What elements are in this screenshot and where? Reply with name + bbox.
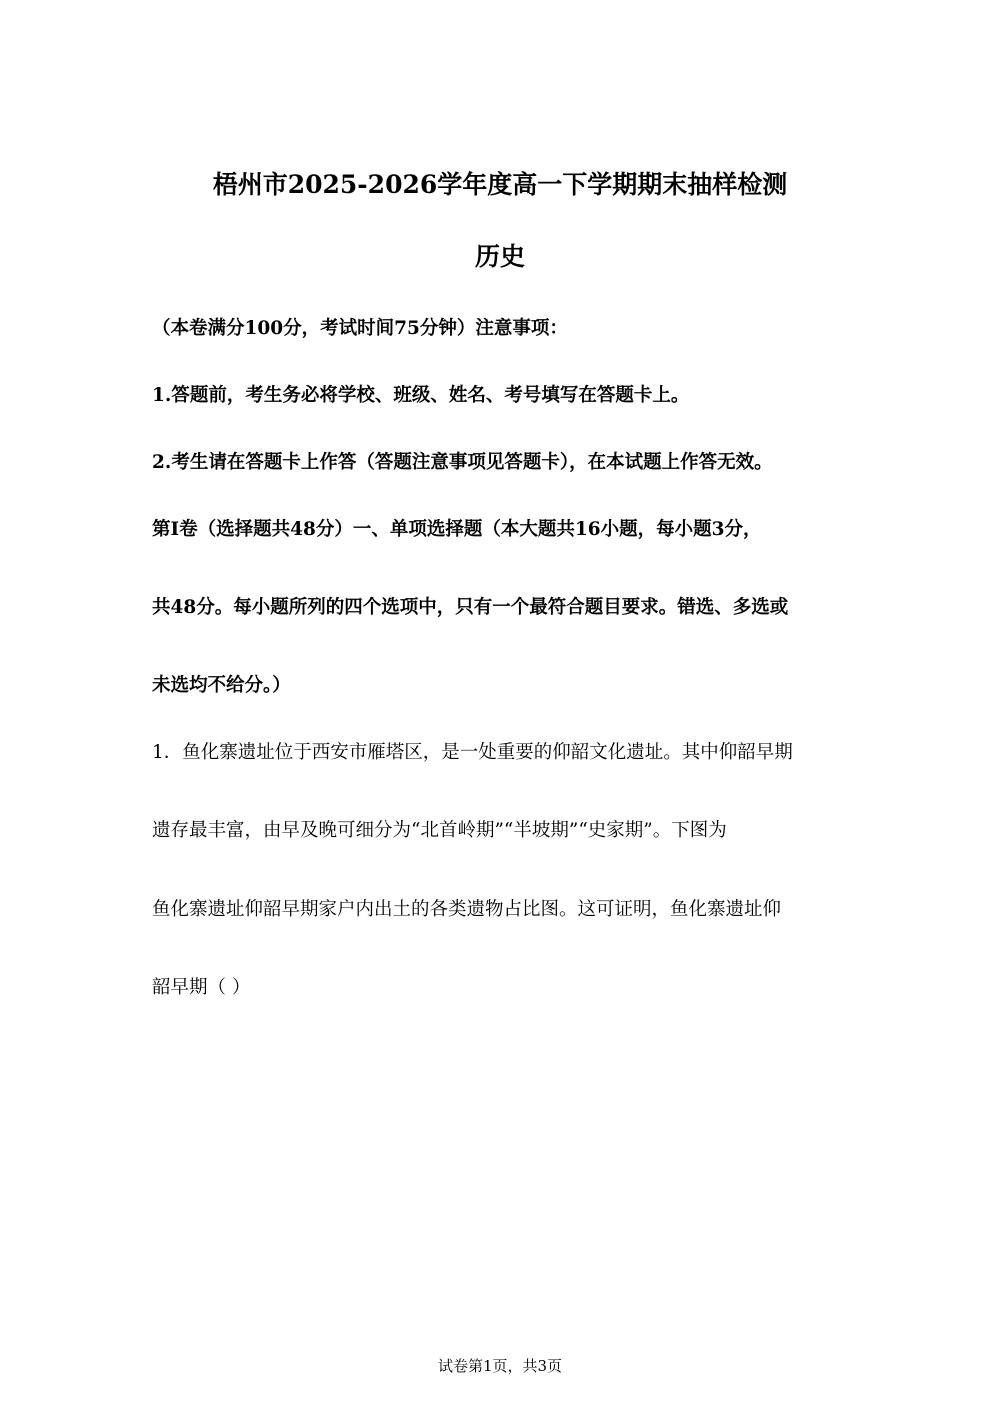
section-heading-line-1: 第Ⅰ卷（选择题共48分）一、单项选择题（本大题共16小题，每小题3分， — [152, 519, 762, 540]
instruction-item-1: 1.答题前，考生务必将学校、班级、姓名、考号填写在答题卡上。 — [152, 385, 690, 406]
question-1-line-1: 1．鱼化寨遗址位于西安市雁塔区，是一处重要的仰韶文化遗址。其中仰韶早期 — [152, 742, 793, 763]
section-heading-line-2: 共48分。每小题所列的四个选项中，只有一个最符合题目要求。错选、多选或 — [152, 597, 789, 618]
question-1-line-3: 鱼化寨遗址仰韶早期家户内出土的各类遗物占比图。这可证明，鱼化寨遗址仰 — [152, 899, 782, 920]
question-1-line-2: 遗存最丰富，由早及晚可细分为“北首岭期”“半坡期”“史家期”。下图为 — [152, 820, 727, 841]
instruction-item-2: 2.考生请在答题卡上作答（答题注意事项见答题卡），在本试题上作答无效。 — [152, 452, 773, 473]
instructions-intro: （本卷满分100分，考试时间75分钟）注意事项： — [152, 318, 568, 339]
exam-title: 梧州市2025-2026学年度高一下学期期末抽样检测 — [212, 170, 788, 199]
page-footer: 试卷第1页，共3页 — [437, 1357, 563, 1375]
section-heading-line-3: 未选均不给分。） — [152, 675, 291, 696]
question-1-line-4: 韶早期（ ） — [152, 977, 251, 998]
subject-title: 历史 — [474, 242, 525, 271]
